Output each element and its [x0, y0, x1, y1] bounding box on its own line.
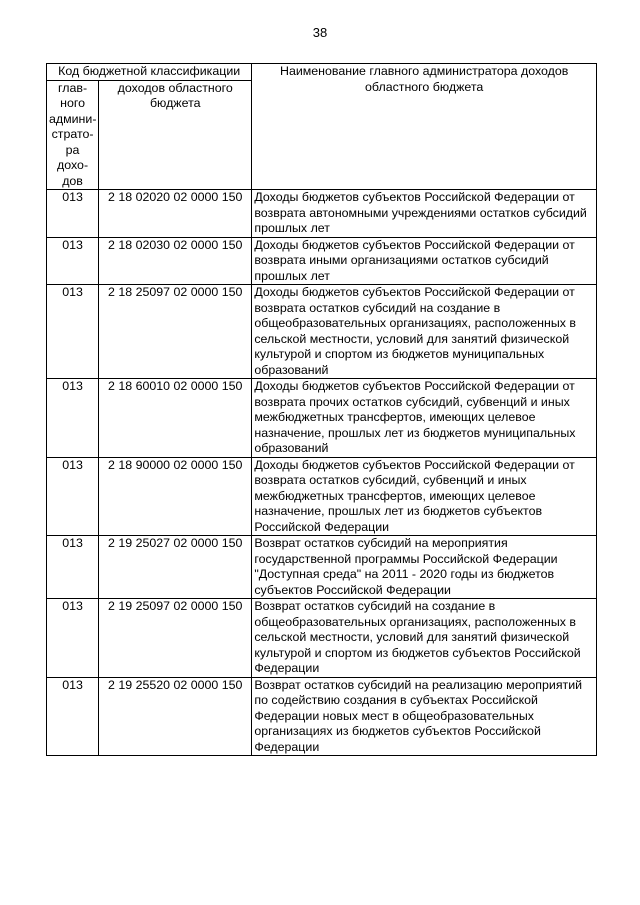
table-row — [47, 457, 597, 536]
cell-income-name: Доходы бюджетов субъектов Российской Федерации от возврата автономными учреждениями остатков субсидий прошлых лет — [252, 190, 597, 238]
cell-income-name: Возврат остатков субсидий на мероприятия государственной программы Российской Федерации "Доступная среда" на 2011 - 2020 годы из бюджетов субъектов Российской Федерации — [252, 536, 597, 599]
table-row — [47, 237, 597, 285]
table-row — [47, 677, 597, 756]
cell-income-code: 2 18 90000 02 0000 150 — [99, 457, 252, 536]
cell-administrator-code: 013 — [47, 536, 99, 599]
cell-income-code: 2 18 02030 02 0000 150 — [99, 237, 252, 285]
cell-income-name: Возврат остатков субсидий на реализацию мероприятий по содействию создания в субъектах Российской Федерации новых мест в общеобразовательных организациях из бюджетов субъектов Российской Федерации — [252, 677, 597, 756]
header-admin-line: глав- — [58, 80, 88, 95]
header-admin-line: ра дохо- — [57, 142, 89, 172]
budget-classification-table — [46, 63, 597, 756]
cell-administrator-code: 013 — [47, 237, 99, 285]
header-admin-line: админи- — [49, 111, 97, 126]
cell-income-code: 2 18 02020 02 0000 150 — [99, 190, 252, 238]
cell-income-code: 2 19 25520 02 0000 150 — [99, 677, 252, 756]
table-row — [47, 536, 597, 599]
table-header-row-1 — [47, 64, 597, 81]
cell-administrator-code: 013 — [47, 677, 99, 756]
cell-administrator-code: 013 — [47, 285, 99, 379]
table-row — [47, 379, 597, 458]
header-admin-line: ного — [60, 96, 85, 110]
page-number: 38 — [312, 25, 328, 40]
group-header-budget-classification: Код бюджетной классификации — [47, 64, 252, 81]
cell-income-code: 2 18 25097 02 0000 150 — [99, 285, 252, 379]
header-administrator-name: Наименование главного администратора доходов областного бюджета — [252, 64, 597, 190]
cell-income-code: 2 19 25027 02 0000 150 — [99, 536, 252, 599]
table-row — [47, 599, 597, 678]
table-row — [47, 285, 597, 379]
cell-income-code: 2 19 25097 02 0000 150 — [99, 599, 252, 678]
cell-income-name: Доходы бюджетов субъектов Российской Федерации от возврата прочих остатков субсидий, субвенций и иных межбюджетных трансфертов, имеющих целевое назначение, прошлых лет из бюджетов муниципальных образований — [252, 379, 597, 458]
cell-income-name: Доходы бюджетов субъектов Российской Федерации от возврата остатков субсидий на создание в общеобразовательных организациях, расположенных в сельской местности, условий для занятий физической культурой и спортом из бюджетов муниципальных образований — [252, 285, 597, 379]
cell-administrator-code: 013 — [47, 379, 99, 458]
cell-administrator-code: 013 — [47, 190, 99, 238]
cell-administrator-code: 013 — [47, 599, 99, 678]
cell-income-name: Возврат остатков субсидий на создание в общеобразовательных организациях, расположенных в сельской местности, условий для занятий физической культурой и спортом из бюджетов субъектов Российской Федерации — [252, 599, 597, 678]
header-regional-income: доходов областного бюджета — [99, 80, 252, 190]
header-admin-line: дов — [62, 173, 83, 188]
cell-income-name: Доходы бюджетов субъектов Российской Федерации от возврата остатков субсидий, субвенций и иных межбюджетных трансфертов, имеющих целевое назначение, прошлых лет из бюджетов субъектов Российской Федерации — [252, 457, 597, 536]
table-row — [47, 190, 597, 238]
header-admin-line: страто- — [51, 127, 94, 141]
cell-administrator-code: 013 — [47, 457, 99, 536]
cell-income-name: Доходы бюджетов субъектов Российской Федерации от возврата иными организациями остатков субсидий прошлых лет — [252, 237, 597, 285]
header-chief-administrator — [47, 80, 99, 190]
cell-income-code: 2 18 60010 02 0000 150 — [99, 379, 252, 458]
table-body — [47, 190, 597, 756]
